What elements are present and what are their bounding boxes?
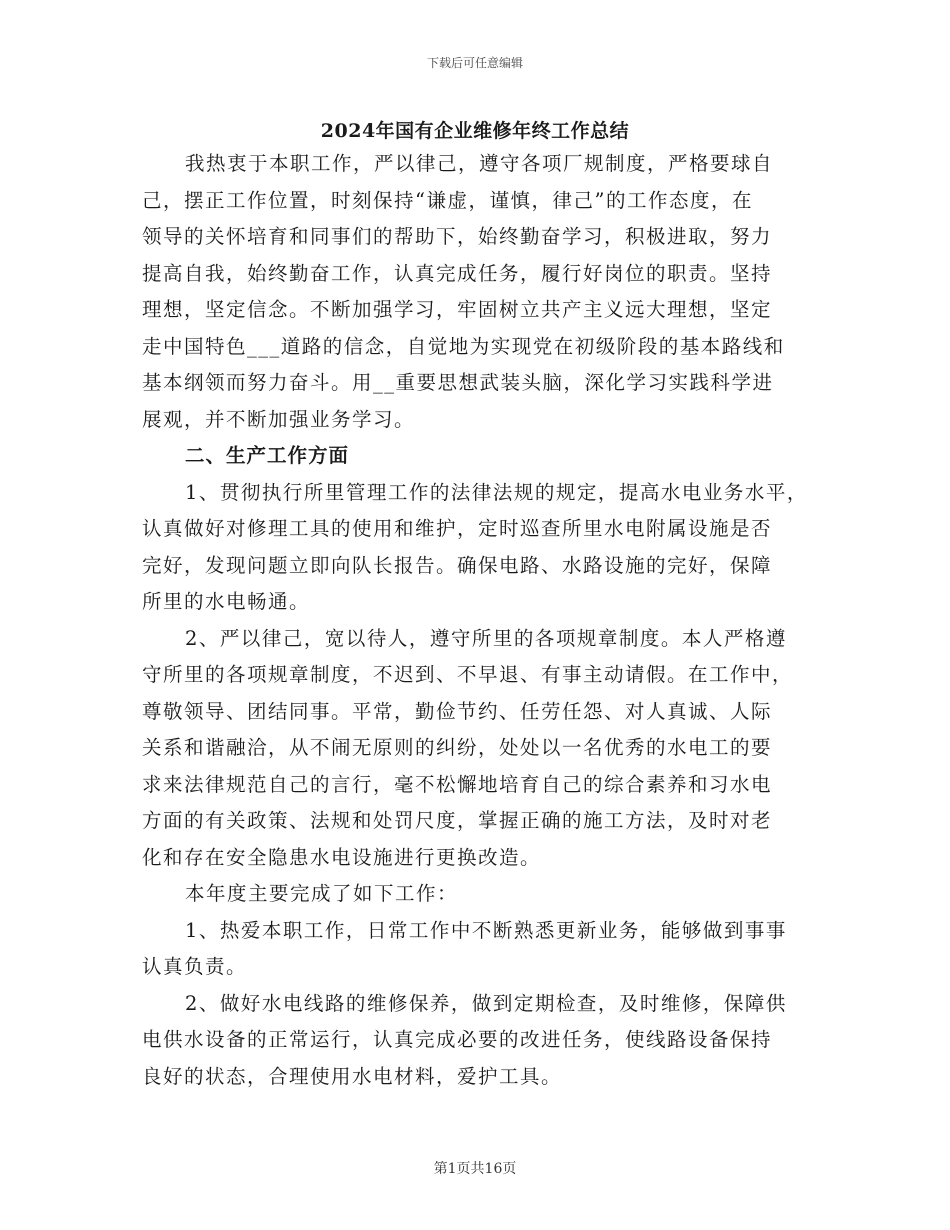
paragraph-line: 理想，坚定信念。不断加强学习，牢固树立共产主义远大理想，坚定 [142,298,773,321]
paragraph-line: 己，摆正工作位置，时刻保持“谦虚，谨慎，律己”的工作态度，在 [142,188,753,212]
paragraph-line: 我热衷于本职工作，严以律己，遵守各项厂规制度，严格要球自 [185,152,774,175]
page-number-footer: 第1页共16页 [433,1161,517,1177]
paragraph-line: 尊敬领导、团结同事。平常，勤俭节约、任劳任怨、对人真诚、人际 [142,699,773,723]
paragraph-line: 2、做好水电线路的维修保养，做到定期检查，及时维修，保障供 [185,991,787,1015]
paragraph-line: 关系和谐融洽，从不闹无原则的纠纷，处处以一名优秀的水电工的要 [142,736,773,759]
paragraph-line: 方面的有关政策、法规和处罚尺度，掌握正确的施工方法，及时对老 [142,809,773,832]
paragraph-line: 本年度主要完成了如下工作： [185,882,459,905]
paragraph-line: 展观，并不断加强业务学习。 [142,407,416,431]
paragraph-line: 1、热爱本职工作，日常工作中不断熟悉更新业务，能够做到事事 [185,918,787,942]
paragraph-line: 良好的状态，合理使用水电材料，爱护工具。 [142,1064,563,1088]
paragraph-line: 基本纲领而努力奋斗。用__重要思想武装头脑，深化学习实践科学进 [142,371,774,394]
paragraph-line: 认真做好对修理工具的使用和维护，定时巡查所里水电附属设施是否 [142,517,773,540]
section-heading: 二、生产工作方面 [185,444,350,467]
paragraph-line: 守所里的各项规章制度，不迟到、不早退、有事主动请假。在工作中， [142,663,794,686]
paragraph-line: 完好，发现问题立即向队长报告。确保电路、水路设施的完好，保障 [142,553,773,577]
paragraph-line: 2、严以律己，宽以待人，遵守所里的各项规章制度。本人严格遵 [185,626,787,650]
paragraph-line: 提高自我，始终勤奋工作，认真完成任务，履行好岗位的职责。坚持 [142,261,773,285]
header-note: 下载后可任意编辑 [426,56,523,70]
paragraph-line: 认真负责。 [142,955,248,978]
document-body [142,146,814,1095]
paragraph-line: 所里的水电畅通。 [142,590,311,613]
paragraph-line: 领导的关怀培育和同事们的帮助下，始终勤奋学习，积极进取，努力 [142,225,773,248]
paragraph-line: 走中国特色___道路的信念，自觉地为实现党在初级阶段的基本路线和 [142,334,785,358]
paragraph-line: 1、贯彻执行所里管理工作的法律法规的规定，提高水电业务水平， [185,480,808,504]
paragraph-line: 电供水设备的正常运行，认真完成必要的改进任务，使线路设备保持 [142,1028,773,1051]
document-title: 2024年国有企业维修年终工作总结 [320,120,630,142]
paragraph-line: 求来法律规范自己的言行，毫不松懈地培育自己的综合素养和习水电 [142,772,773,796]
paragraph-line: 化和存在安全隐患水电设施进行更换改造。 [142,845,542,869]
